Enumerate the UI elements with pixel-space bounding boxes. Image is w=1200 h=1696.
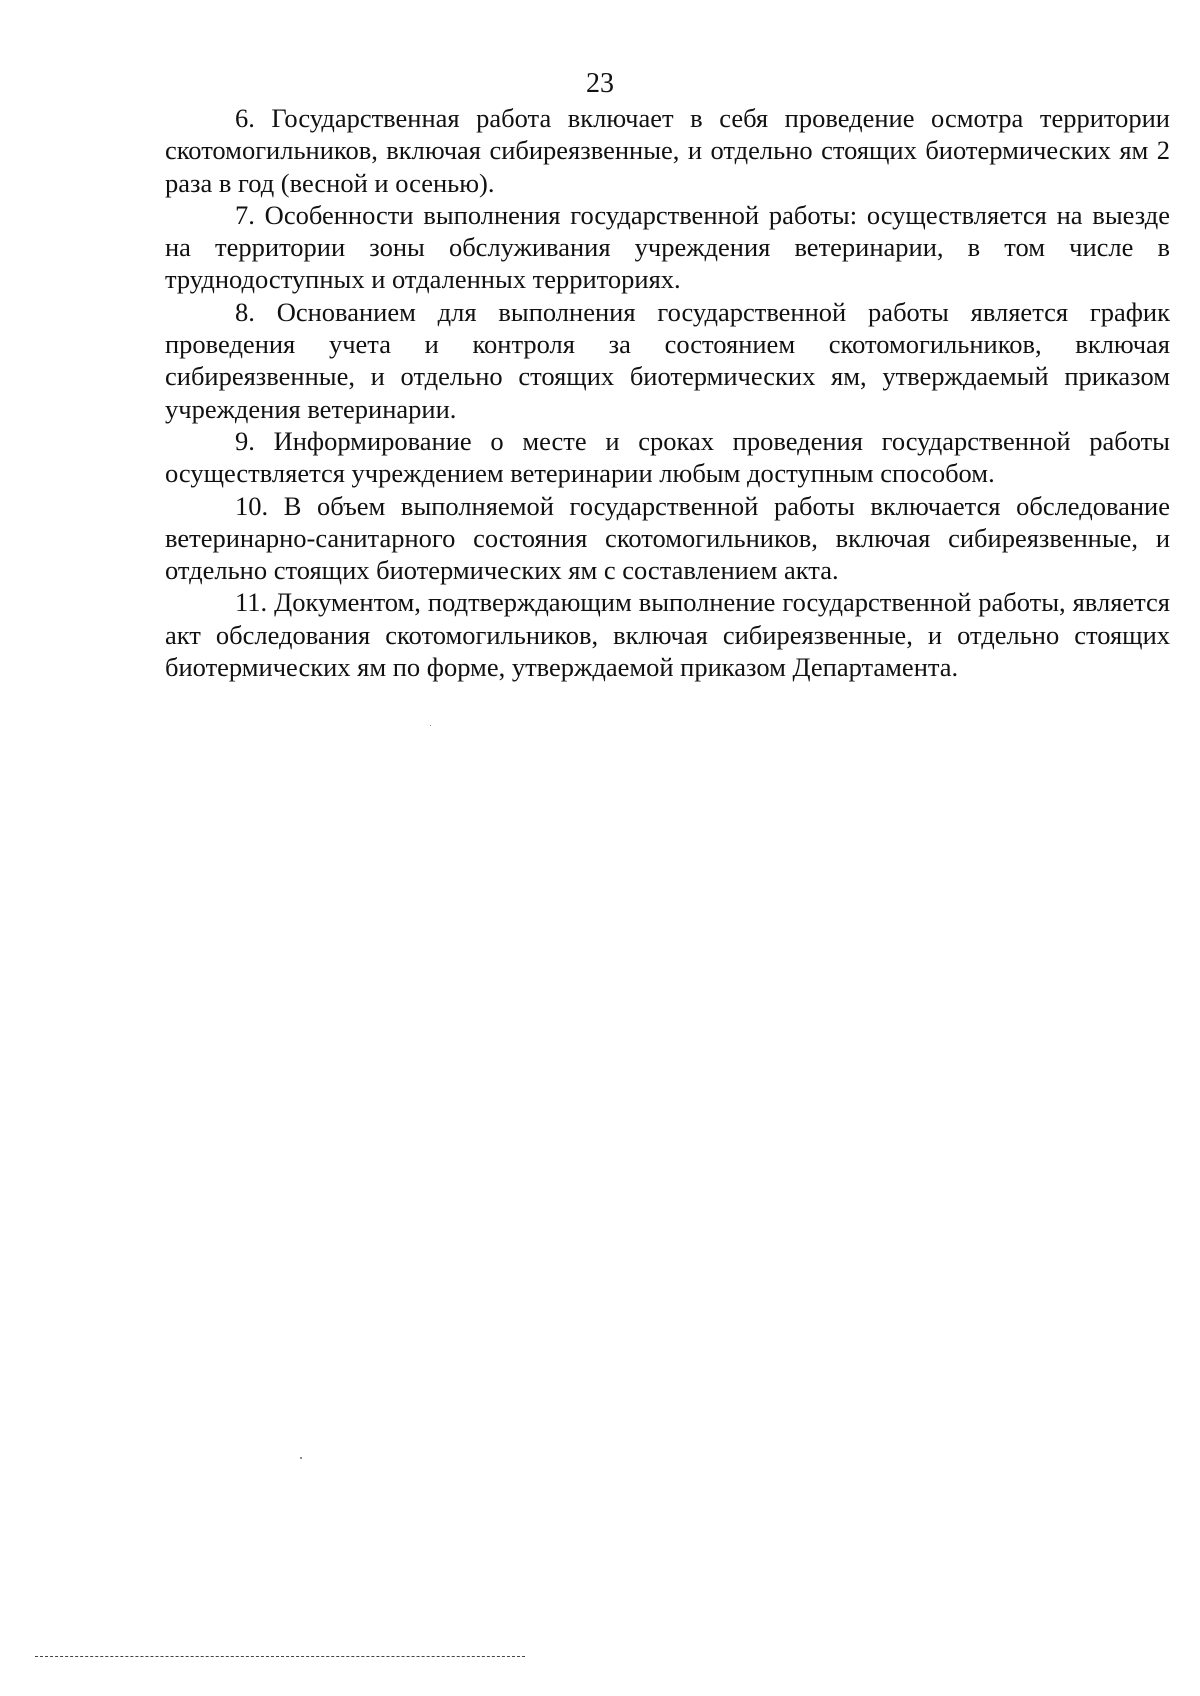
- page-number: 23: [586, 68, 614, 99]
- document-body: [165, 102, 1170, 683]
- paragraph-10: 10. В объем выполняемой государственной работы включается обследование ветеринарно-санитарного состояния скотомогильников, включая сибиреязвенные, и отдельно стоящих биотермических ям с составлением акта.: [165, 490, 1170, 586]
- paragraph-6: 6. Государственная работа включает в себя проведение осмотра территории скотомогильников, включая сибиреязвенные, и отдельно стоящих биотермических ям 2 раза в год (весной и осенью).: [165, 103, 1170, 198]
- paragraph-11: 11. Документом, подтверждающим выполнение государственной работы, является акт обследования скотомогильников, включая сибиреязвенные, и отдельно стоящих биотермических ям по форме, утверждаемой приказом Департамента.: [165, 587, 1170, 683]
- paragraph-7: 7. Особенности выполнения государственной работы: осуществляется на выезде на территории зоны обслуживания учреждения ветеринарии, в том числе в труднодоступных и отдаленных территориях.: [165, 199, 1170, 295]
- scan-speck: [430, 725, 431, 726]
- paragraph-9: 9. Информирование о месте и сроках проведения государственной работы осуществляется учреждением ветеринарии любым доступным способом.: [165, 425, 1170, 489]
- paragraph-8: 8. Основанием для выполнения государственной работы является график проведения учета и контроля за состоянием скотомогильников, включая сибиреязвенные, и отдельно стоящих биотермических ям, утверждаемый приказом учреждения ветеринарии.: [165, 296, 1170, 424]
- scan-speck: [300, 1457, 302, 1459]
- footer-rule: [35, 1656, 525, 1657]
